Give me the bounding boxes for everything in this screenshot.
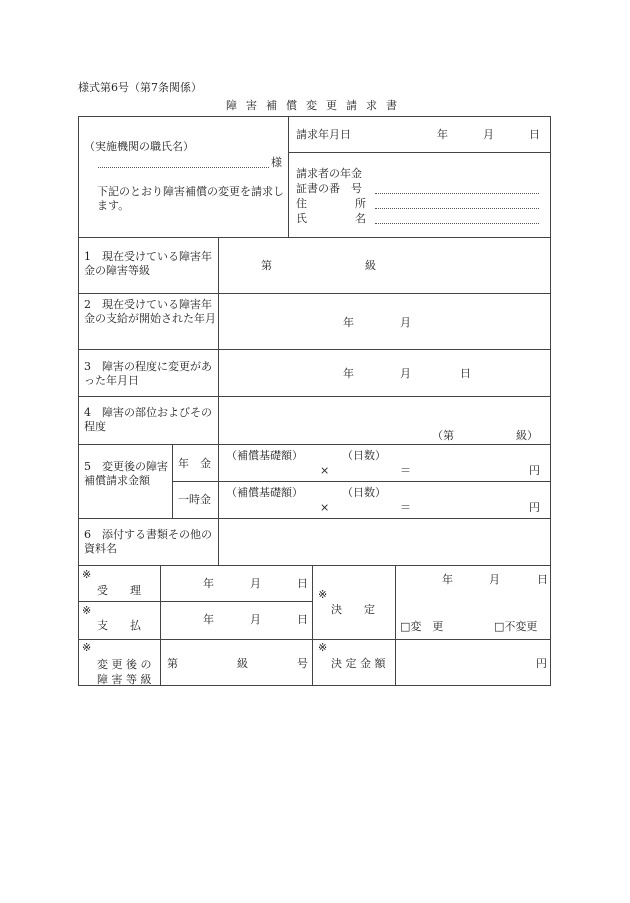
row4-dai: （第 [432, 429, 454, 442]
row3-day: 日 [460, 367, 471, 380]
pension-no-label-2: 証書の番 号 [296, 182, 362, 195]
name-label-1: 氏 [296, 212, 307, 225]
address-label-2: 所 [355, 197, 366, 210]
row3-bottom [78, 396, 551, 397]
table-top-border [78, 116, 551, 117]
shiharai-year: 年 [203, 613, 214, 626]
kettei-month: 月 [489, 573, 500, 586]
agency-name-field[interactable] [98, 167, 269, 168]
grade-after-label: 変 更 後 の 障 害 等 級 [97, 658, 152, 686]
juri-note: ※ [82, 568, 92, 581]
ichijikin-days: （日数） [342, 486, 386, 499]
row2-year: 年 [343, 316, 354, 329]
row6-label: 6 添付する書類その他の資料名 [84, 528, 212, 555]
row1-label: 1 現在受けている障害年金の障害等級 [84, 250, 212, 277]
office-col-2 [312, 565, 313, 685]
juri-label: 受 理 [97, 584, 141, 597]
row1-bottom [78, 293, 551, 294]
request-date-year: 年 [437, 128, 448, 141]
grade-kyu: 級 [237, 657, 248, 670]
kettei-day: 日 [537, 573, 548, 586]
row6-bottom [78, 565, 551, 566]
agency-label: （実施機関の職氏名） [84, 140, 194, 153]
row3-year: 年 [343, 367, 354, 380]
shiharai-day: 日 [297, 613, 308, 626]
shiharai-note: ※ [82, 604, 92, 617]
label-column-divider [218, 237, 219, 565]
header-right-split [288, 152, 550, 153]
table-right-border [550, 116, 551, 685]
ichijikin-times: × [320, 501, 330, 514]
pension-no-field[interactable] [375, 193, 539, 194]
decided-amount-label: 決 定 金 額 [331, 657, 386, 670]
office-shiharai-bottom [78, 639, 551, 640]
row5-nenkin-label: 年 金 [178, 457, 211, 470]
row1-kyu: 級 [365, 259, 376, 272]
fuhenko-checkbox[interactable]: □不変更 [494, 620, 538, 633]
decided-amount-yen: 円 [536, 657, 547, 670]
row3-label: 3 障害の程度に変更があった年月日 [84, 360, 212, 387]
ichijikin-base-amount: （補償基礎額） [226, 486, 303, 499]
row4-kyu: 級） [516, 429, 538, 442]
form-title: 障害補償変更請求書 [226, 99, 406, 112]
row1-dai: 第 [261, 259, 272, 272]
henko-checkbox[interactable]: □変 更 [400, 620, 444, 633]
row2-label: 2 現在受けている障害年金の支給が開始された年月 [84, 298, 216, 325]
grade-go: 号 [297, 657, 308, 670]
kettei-note: ※ [318, 588, 328, 601]
kettei-label: 決 定 [331, 603, 375, 616]
row5-ichijikin-label: 一時金 [178, 493, 211, 506]
nenkin-yen: 円 [529, 464, 540, 477]
request-date-label: 請求年月日 [296, 128, 351, 141]
header-divider [288, 116, 289, 237]
sama-label: 様 [271, 156, 282, 169]
grade-dai: 第 [167, 657, 178, 670]
request-date-day: 日 [529, 128, 540, 141]
table-left-border [78, 116, 79, 685]
office-col-1 [160, 565, 161, 685]
amount-note: ※ [318, 641, 328, 654]
row3-month: 月 [400, 367, 411, 380]
grade-note: ※ [82, 641, 92, 654]
office-juri-bottom [78, 601, 312, 602]
nenkin-equals: ＝ [400, 464, 411, 477]
juri-year: 年 [203, 577, 214, 590]
request-text: 下記のとおり障害補償の変更を請求します。 [97, 185, 284, 212]
row5-label: 5 変更後の障害補償請求金額 [84, 460, 168, 487]
request-date-month: 月 [483, 128, 494, 141]
pension-no-label-1: 請求者の年金 [296, 167, 362, 180]
nenkin-base-amount: （補償基礎額） [226, 449, 303, 462]
form-number: 様式第6号（第7条関係） [78, 81, 202, 94]
shiharai-month: 月 [250, 613, 261, 626]
name-label-2: 名 [355, 212, 366, 225]
row5-split [172, 481, 551, 482]
address-label-1: 住 [296, 197, 307, 210]
row4-label: 4 障害の部位およびその程度 [84, 406, 212, 433]
nenkin-times: × [320, 464, 330, 477]
row4-bottom [78, 444, 551, 445]
shiharai-label: 支 払 [97, 619, 141, 632]
juri-month: 月 [250, 577, 261, 590]
ichijikin-equals: ＝ [400, 501, 411, 514]
row5-subcol-divider [172, 444, 173, 518]
header-bottom-line [78, 237, 551, 238]
row2-month: 月 [400, 316, 411, 329]
name-field[interactable] [375, 223, 539, 224]
office-col-3 [395, 565, 396, 685]
row5-bottom [78, 518, 551, 519]
kettei-year: 年 [442, 573, 453, 586]
ichijikin-yen: 円 [529, 501, 540, 514]
row2-bottom [78, 349, 551, 350]
address-field[interactable] [375, 208, 539, 209]
nenkin-days: （日数） [342, 449, 386, 462]
juri-day: 日 [297, 577, 308, 590]
